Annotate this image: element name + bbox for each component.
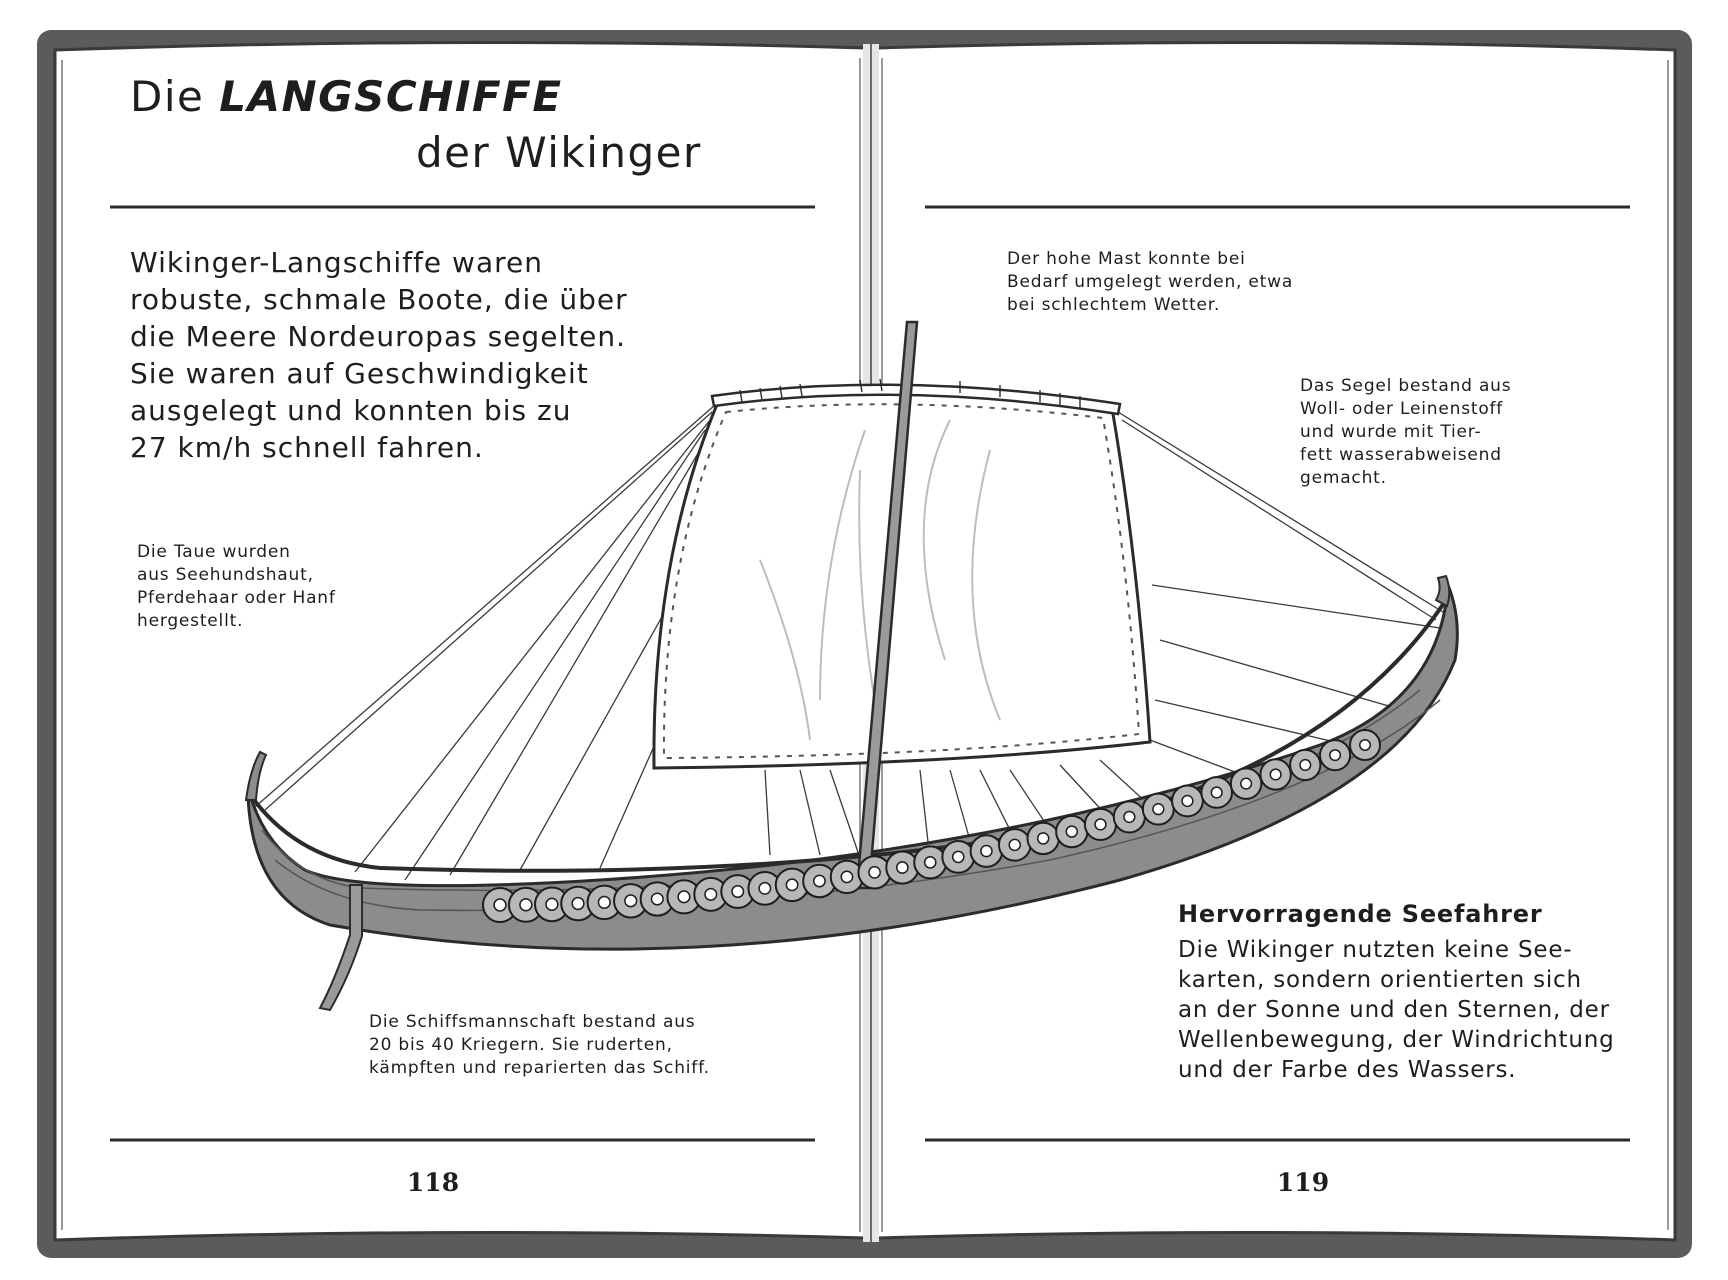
shield-boss <box>925 857 936 868</box>
sail-note: Das Segel bestand aus Woll- oder Leinenstoff und wurde mit Tier- fett wasserabweisend gemacht. <box>1300 376 1512 488</box>
shield-boss <box>1009 839 1020 850</box>
shield-boss <box>625 895 637 907</box>
page-number-left: 118 <box>406 1168 460 1197</box>
shield-boss <box>1270 769 1281 780</box>
shield-boss <box>598 896 610 908</box>
shield-boss <box>651 893 663 905</box>
shield-boss <box>1211 787 1222 798</box>
shield-boss <box>1182 796 1193 807</box>
shield-boss <box>1360 740 1371 751</box>
shield-boss <box>1330 750 1341 761</box>
shield-boss <box>1124 811 1135 822</box>
shield-boss <box>678 891 690 903</box>
shield-boss <box>1095 819 1106 830</box>
shield-boss <box>546 898 558 910</box>
shield-boss <box>897 862 908 873</box>
shield-boss <box>786 879 797 890</box>
shield-boss <box>1153 804 1164 815</box>
shield-boss <box>841 871 852 882</box>
shield-boss <box>520 899 532 911</box>
seafarer-paragraph: Die Wikinger nutzten keine See- karten, sondern orientierten sich an der Sonne und den Sternen, der Wellenbewegung, der Windrichtung und der Farbe des Wassers. <box>1178 937 1615 1083</box>
shield-boss <box>572 898 584 910</box>
shield-boss <box>494 899 506 911</box>
shield-boss <box>869 867 880 878</box>
shield-boss <box>814 875 825 886</box>
shield-boss <box>1300 760 1311 771</box>
shield-boss <box>1241 778 1252 789</box>
page-title-line2: der Wikinger <box>416 128 702 177</box>
shield-boss <box>1038 833 1049 844</box>
page-number-right: 119 <box>1276 1168 1330 1197</box>
shield-boss <box>732 886 743 897</box>
shield-boss <box>705 889 717 901</box>
crew-note: Die Schiffsmannschaft bestand aus 20 bis 40 Kriegern. Sie ruderten, kämpften und reparierten das Schiff. <box>369 1012 710 1078</box>
page-title <box>130 72 563 121</box>
shield-boss <box>1066 826 1077 837</box>
ropes-note: Die Taue wurden aus Seehundshaut, Pferdehaar oder Hanf hergestellt. <box>137 542 336 631</box>
mast-note: Der hohe Mast konnte bei Bedarf umgelegt werden, etwa bei schlechtem Wetter. <box>1007 249 1294 315</box>
shield-boss <box>981 846 992 857</box>
seafarer-heading: Hervorragende Seefahrer <box>1178 900 1543 928</box>
title-bold: LANGSCHIFFE <box>219 72 563 121</box>
title-prefix: Die <box>130 72 205 121</box>
shield-boss <box>759 883 770 894</box>
shield-boss <box>953 851 964 862</box>
intro-paragraph: Wikinger-Langschiffe waren robuste, schmale Boote, die über die Meere Nordeuropas segelten. Sie waren auf Geschwindigkeit ausgelegt und konnten bis zu 27 km/h schnell fahren. <box>130 246 628 464</box>
